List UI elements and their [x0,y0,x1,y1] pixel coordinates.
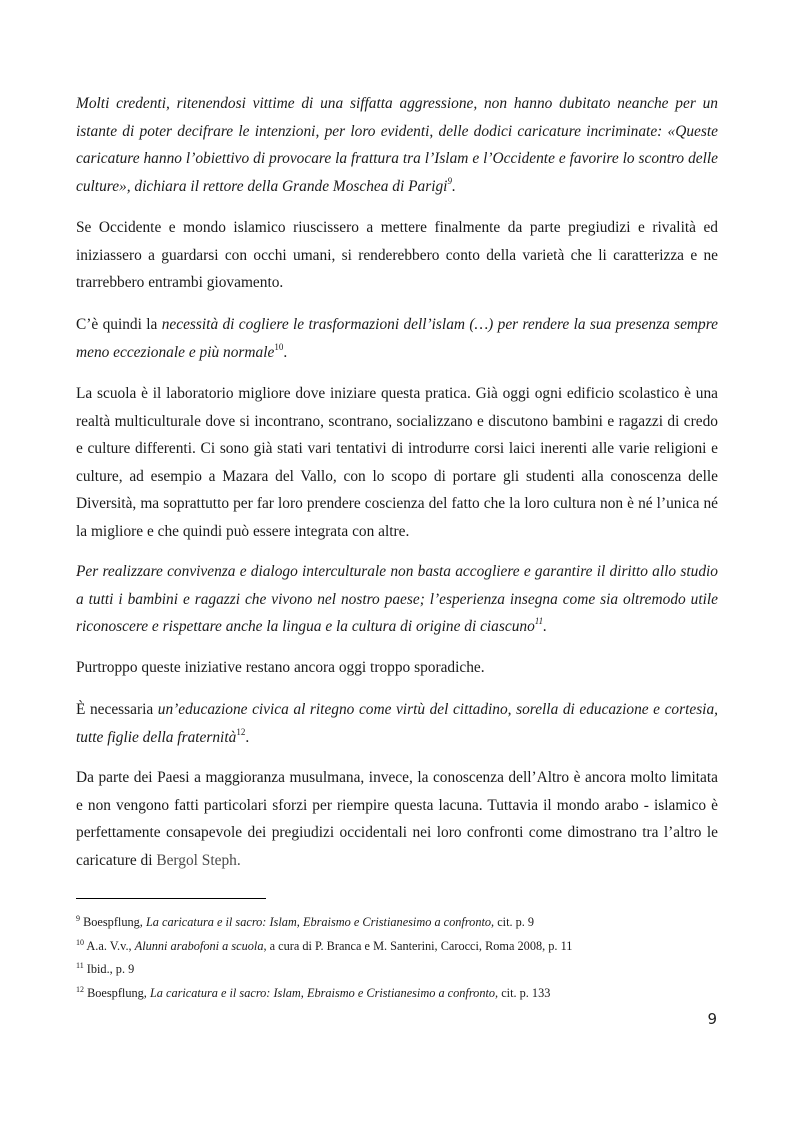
footnote-ref-10[interactable]: 10 [274,341,284,352]
paragraph-6 [76,654,718,682]
footnote-separator [76,898,266,899]
footnote-9: $^9$ Boespflung, La caricatura e il sacro: Islam, Ebraismo e Cristianesimo a confronto, cit. p. 9 [76,914,535,929]
paragraph-1: Molti credenti, ritenendosi vittime di una siffatta aggressione, non hanno dubitato neanche per un istante di poter decifrare le intenzioni, per loro evidenti, delle dodici caricature incriminate: «Queste caricature hanno l’obiettivo di provocare la frattura tra l’Islam e l’Occidente e favorire lo scontro delle culture», dichiara il rettore della Grande Moschea di Parigi$^9$. [76,95,718,195]
footnote-ref-9[interactable]: 9 [447,175,452,186]
paragraph-4-text: La scuola è il laboratorio migliore dove iniziare questa pratica. Già oggi ogni edificio scolastico è una realtà multiculturale dove si incontrano, scontrano, socializzano e discutono bambini e ragazzi di credo e culture differenti. Ci sono già stati vari tentativi di introdurre corsi laici inerenti alle varie religioni e culture, ad esempio a Mazara del Vallo, con lo scopo di portare gli studenti alla conoscenza delle Diversità, ma soprattutto per far loro prendere coscienza del fatto che la loro cultura non è né l’unica né la migliore e che quindi può essere integrata con altre. [76,385,718,540]
paragraph-1-text: Molti credenti, ritenendosi vittime di una siffatta aggressione, non hanno dubitato neanche per un istante di poter decifrare le intenzioni, per loro evidenti, delle dodici caricature incriminate: «Queste caricature hanno l’obiettivo di provocare la frattura tra l’Islam e l’Occidente e favorire lo scontro delle culture», dichiara il rettore della Grande Moschea di Parigi [76,95,718,195]
paragraph-6-text: Purtroppo queste iniziative restano ancora oggi troppo sporadiche. [76,659,485,676]
footnote-11: $^{11}$ Ibid., p. 9 [76,961,135,976]
footnote-ref-12[interactable]: 12 [236,726,246,737]
caricature-author-link[interactable]: Bergol Steph. [156,851,241,869]
paragraph-8 [76,764,718,874]
paragraph-5: Per realizzare convivenza e dialogo interculturale non basta accogliere e garantire il diritto allo studio a tutti i bambini e ragazzi che vivono nel nostro paese; l’esperienza insegna come sia oltremodo utile riconoscere e rispettare anche la lingua e la cultura di origine di ciascuno$^{11}$. [76,563,718,636]
paragraph-2 [76,214,718,297]
paragraph-7: È necessaria un’educazione civica al ritegno come virtù del cittadino, sorella di educazione e cortesia, tutte figlie della fraternità$^{12}$. [76,701,719,746]
paragraph-3: C’è quindi la necessità di cogliere le trasformazioni dell’islam (…) per rendere la sua presenza sempre meno eccezionale e più normale$^{10}$. [76,316,718,361]
footnote-10: $^{10}$ A.a. V.v., Alunni arabofoni a scuola, a cura di P. Branca e M. Santerini, Carocci, Roma 2008, p. 11 [76,938,573,953]
footnote-12: $^{12}$ Boespflung, La caricatura e il sacro: Islam, Ebraismo e Cristianesimo a confronto, cit. p. 133 [76,985,551,1000]
footnote-ref-11[interactable]: 11 [534,616,544,627]
paragraph-2-text: Se Occidente e mondo islamico riuscissero a mettere finalmente da parte pregiudizi e rivalità ed iniziassero a guardarsi con occhi umani, si renderebbero conto della varietà che li caratterizza e ne trarrebbero entrambi giovamento. [76,219,718,292]
paragraph-3-quote: necessità di cogliere le trasformazioni dell’islam (…) per rendere la sua presenza sempre meno eccezionale e più normale [76,316,718,361]
page-number: 9 [707,1010,717,1028]
paragraph-5-text: Per realizzare convivenza e dialogo interculturale non basta accogliere e garantire il diritto allo studio a tutti i bambini e ragazzi che vivono nel nostro paese; l’esperienza insegna come sia oltremodo utile riconoscere e rispettare anche la lingua e la cultura di origine di ciascuno [76,563,718,636]
paragraph-8-text: Da parte dei Paesi a maggioranza musulmana, invece, la conoscenza dell’Altro è ancora molto limitata e non vengono fatti particolari sforzi per riempire questa lacuna. Tuttavia il mondo arabo - islamico è perfettamente consapevole dei pregiudizi occidentali nei loro confronti come dimostrano tra l’altro le caricature di [76,769,718,869]
paragraph-7-quote: un’educazione civica al ritegno come virtù del cittadino, sorella di educazione e cortesia, tutte figlie della fraternità [76,701,719,746]
paragraph-4 [76,380,718,546]
